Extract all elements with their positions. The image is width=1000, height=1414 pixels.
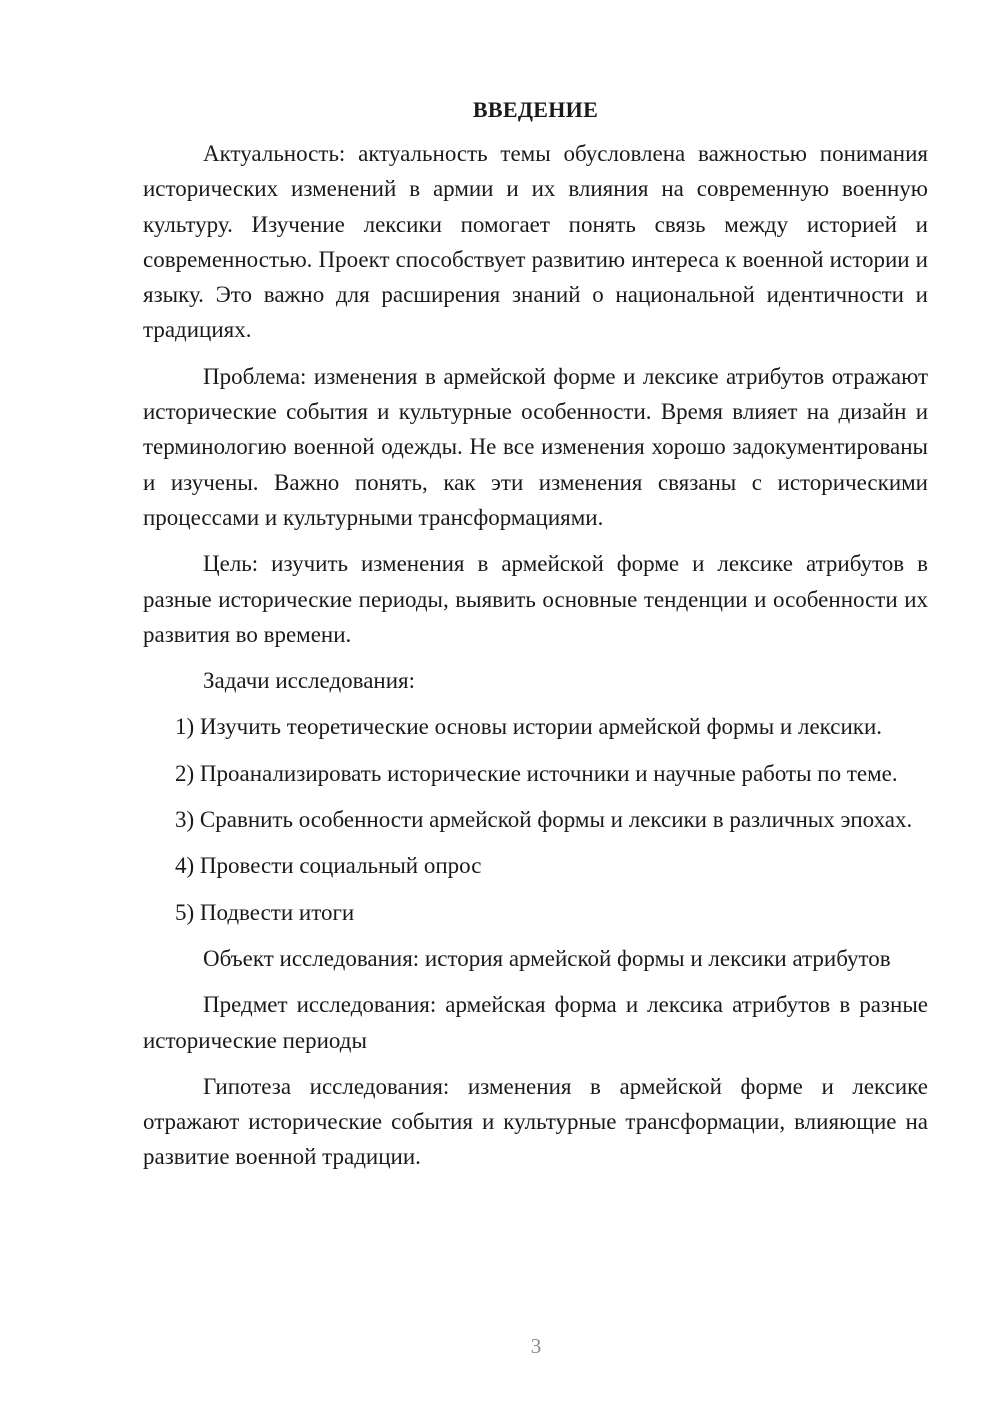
goal-paragraph: Цель: изучить изменения в армейской форме и лексике атрибутов в разные исторические периоды, выявить основные тенденции и особенности их развития во времени. (143, 551, 928, 647)
problem-paragraph: Проблема: изменения в армейской форме и лексике атрибутов отражают исторические события и культурные особенности. Время влияет на дизайн и терминологию военной одежды. Не все изменения хорошо задокументированы и изучены. Важно понять, как эти изменения связаны с историческими процессами и культурными трансформациями. (143, 363, 928, 530)
hypothesis-paragraph: Гипотеза исследования: изменения в армейской форме и лексике отражают исторические события и культурные трансформации, влияющие на развитие военной традиции. (143, 1073, 928, 1170)
subject-paragraph: Предмет исследования: армейская форма и лексика атрибутов в разные исторические периоды (143, 992, 928, 1053)
page-number: 3 (530, 1334, 542, 1358)
relevance-paragraph: Актуальность: актуальность темы обусловлена важностью понимания исторических изменений в армии и их влияния на современную военную культуру. Изучение лексики помогает понять связь между историей и современностью. Проект способствует развитию интереса к военной истории и языку. Это важно для расширения знаний о национальной идентичности и традициях. (143, 141, 928, 343)
object-paragraph: Объект исследования: история армейской формы и лексики атрибутов (203, 945, 891, 971)
document-page (143, 96, 928, 1186)
task-item-2: 2) Проанализировать исторические источники и научные работы по теме. (175, 760, 898, 786)
tasks-heading: Задачи исследования: (203, 668, 416, 694)
task-item-5: 5) Подвести итоги (175, 899, 355, 925)
task-item-4: 4) Провести социальный опрос (175, 853, 482, 879)
task-item-3: 3) Сравнить особенности армейской формы и лексики в различных эпохах. (175, 807, 913, 833)
task-item-1: 1) Изучить теоретические основы истории армейской формы и лексики. (175, 714, 883, 740)
section-title: ВВЕДЕНИЕ (472, 97, 599, 122)
